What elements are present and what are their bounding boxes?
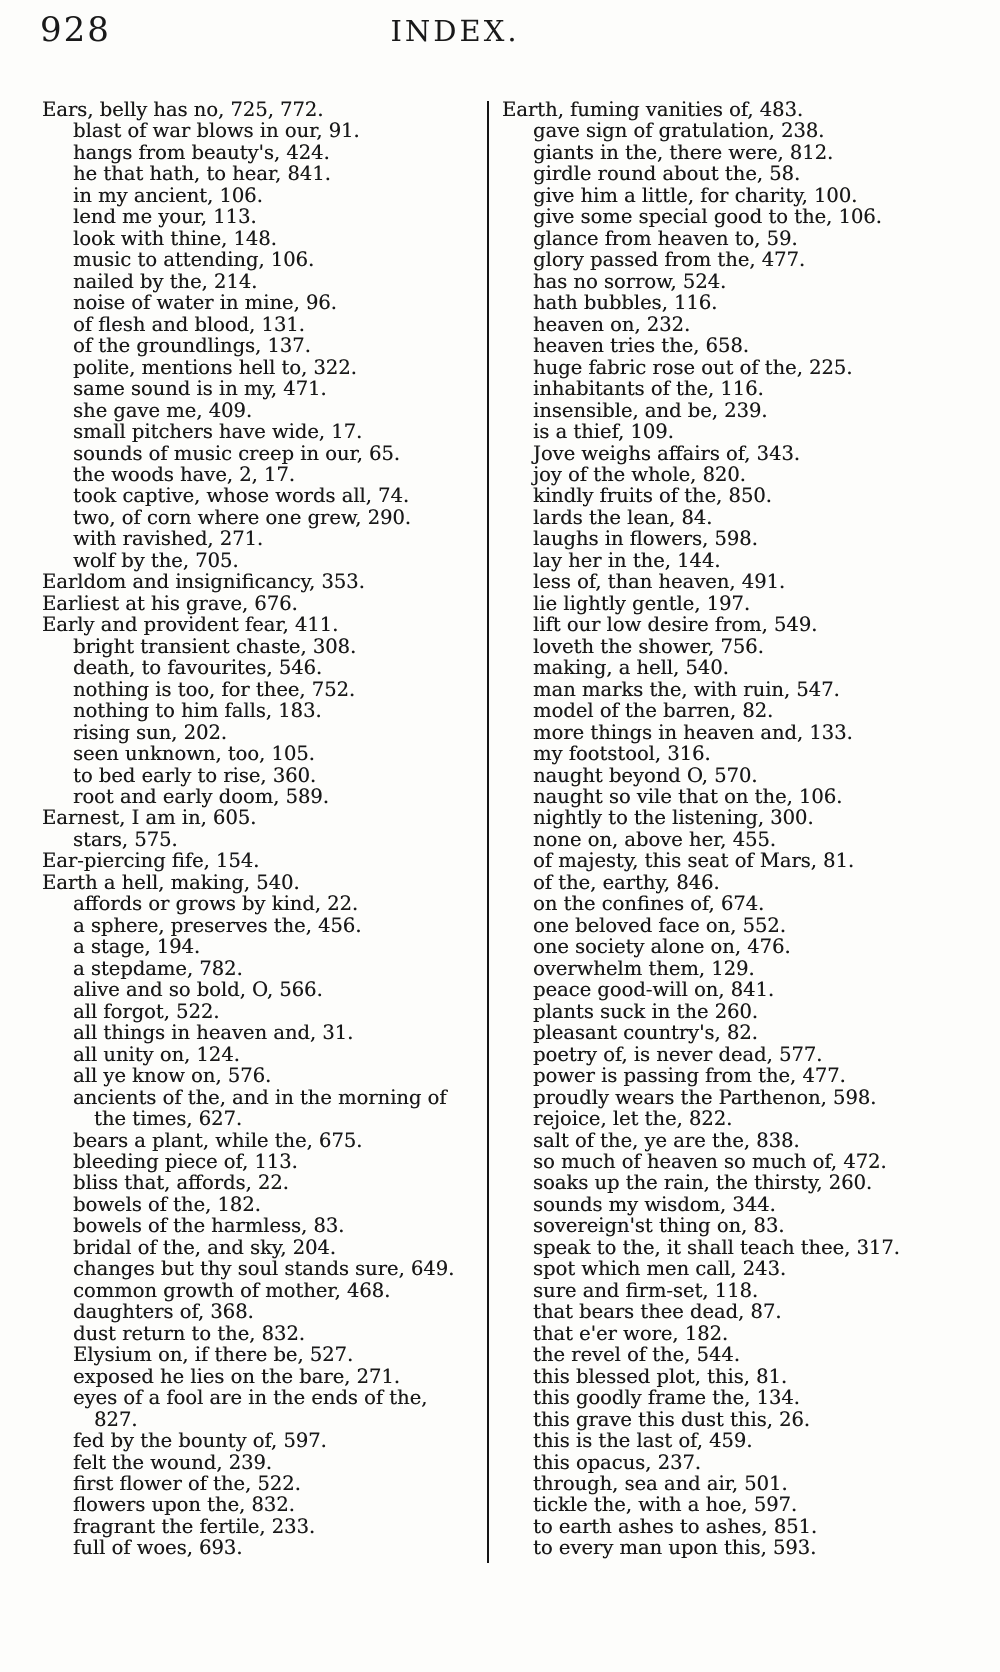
index-entry-line: Earliest at his grave, 676. [42, 591, 298, 615]
index-entry-line: took captive, whose words all, 74. [73, 484, 410, 508]
index-entry-line: sounds of music creep in our, 65. [73, 441, 401, 465]
index-entry-line: huge fabric rose out of the, 225. [533, 355, 853, 379]
index-entry-line: in my ancient, 106. [73, 183, 263, 207]
index-entry-line: sure and firm-set, 118. [533, 1278, 759, 1302]
index-entry-line: rejoice, let the, 822. [533, 1107, 733, 1131]
index-entry-line: sovereign'st thing on, 83. [533, 1214, 785, 1238]
index-entry-line: seen unknown, too, 105. [73, 742, 315, 766]
index-entry-line: salt of the, ye are the, 838. [533, 1128, 800, 1152]
index-entry-line: is a thief, 109. [533, 420, 674, 444]
index-entry-line: this goodly frame the, 134. [533, 1386, 800, 1410]
index-entry-line: give him a little, for charity, 100. [533, 183, 858, 207]
index-entry-line: lards the lean, 84. [533, 505, 713, 529]
index-entry-line: he that hath, to hear, 841. [73, 162, 331, 186]
index-entry-line: peace good-will on, 841. [533, 978, 775, 1002]
index-entry-line: full of woes, 693. [73, 1536, 243, 1560]
index-entry-line: plants suck in the 260. [533, 999, 758, 1023]
index-entry-line: music to attending, 106. [73, 248, 315, 272]
index-entry-line: the times, 627. [94, 1107, 243, 1131]
index-entry-line: death, to favourites, 546. [73, 656, 323, 680]
page-number: 928 [40, 10, 111, 50]
column-divider-rule [487, 101, 489, 1563]
index-entry-line: lend me your, 113. [73, 205, 257, 229]
index-entry-line: all unity on, 124. [73, 1042, 240, 1066]
index-entry-line: heaven tries the, 658. [533, 334, 749, 358]
index-entry-line: lay her in the, 144. [533, 548, 721, 572]
index-entry-line: a stepdame, 782. [73, 956, 243, 980]
index-entry-line: spot which men call, 243. [533, 1257, 787, 1281]
index-entry-line: Early and provident fear, 411. [42, 613, 339, 637]
index-entry-line: this opacus, 237. [533, 1450, 701, 1474]
index-entry-line: fragrant the fertile, 233. [73, 1514, 316, 1538]
index-entry-line: all things in heaven and, 31. [73, 1021, 354, 1045]
index-entry-line: loveth the shower, 756. [533, 634, 764, 658]
index-entry-line: all ye know on, 576. [73, 1064, 272, 1088]
index-entry-line: tickle the, with a hoe, 597. [533, 1493, 798, 1517]
index-entry-line: dust return to the, 832. [73, 1321, 305, 1345]
index-entry-line: stars, 575. [73, 827, 178, 851]
index-entry-line: my footstool, 316. [533, 742, 711, 766]
index-entry-line: glance from heaven to, 59. [533, 226, 798, 250]
index-entry-line: poetry of, is never dead, 577. [533, 1042, 823, 1066]
index-entry-line: nothing to him falls, 183. [73, 699, 322, 723]
index-entry-line: glory passed from the, 477. [533, 248, 806, 272]
index-entry-line: bears a plant, while the, 675. [73, 1128, 363, 1152]
index-entry-line: this is the last of, 459. [533, 1429, 753, 1453]
index-entry-line: gave sign of gratulation, 238. [533, 119, 825, 143]
index-entry-line: less of, than heaven, 491. [533, 570, 786, 594]
index-entry-line: exposed he lies on the bare, 271. [73, 1364, 400, 1388]
index-entry-line: felt the wound, 239. [73, 1450, 273, 1474]
index-entry-line: noise of water in mine, 96. [73, 291, 337, 315]
page-title: INDEX. [390, 14, 520, 48]
index-entry-line: inhabitants of the, 116. [533, 377, 764, 401]
index-entry-line: Ear-piercing fife, 154. [42, 849, 260, 873]
index-entry-line: to every man upon this, 593. [533, 1536, 817, 1560]
index-entry-line: common growth of mother, 468. [73, 1278, 391, 1302]
index-entry-line: hath bubbles, 116. [533, 291, 718, 315]
index-entry-line: the woods have, 2, 17. [73, 462, 295, 486]
index-entry-line: wolf by the, 705. [73, 548, 239, 572]
index-entry-line: pleasant country's, 82. [533, 1021, 758, 1045]
index-entry-line: bridal of the, and sky, 204. [73, 1235, 337, 1259]
index-entry-line: bright transient chaste, 308. [73, 634, 357, 658]
index-entry-line: nightly to the listening, 300. [533, 806, 814, 830]
index-entry-line: all forgot, 522. [73, 999, 220, 1023]
index-entry-line: this blessed plot, this, 81. [533, 1364, 788, 1388]
index-entry-line: Earldom and insignificancy, 353. [42, 570, 365, 594]
index-entry-line: rising sun, 202. [73, 720, 227, 744]
index-entry-line: with ravished, 271. [73, 527, 264, 551]
index-entry-line: making, a hell, 540. [533, 656, 729, 680]
index-entry-line: Earnest, I am in, 605. [42, 806, 257, 830]
index-entry-line: ancients of the, and in the morning of [73, 1085, 447, 1109]
index-entry-line: nothing is too, for thee, 752. [73, 677, 356, 701]
index-entry-line: alive and so bold, O, 566. [73, 978, 323, 1002]
index-entry-line: one beloved face on, 552. [533, 913, 786, 937]
index-entry-line: so much of heaven so much of, 472. [533, 1149, 887, 1173]
index-entry-line: a stage, 194. [73, 935, 201, 959]
index-entry-line: small pitchers have wide, 17. [73, 420, 363, 444]
index-entry-line: daughters of, 368. [73, 1300, 254, 1324]
index-entry-line: lift our low desire from, 549. [533, 613, 818, 637]
index-entry-line: nailed by the, 214. [73, 269, 258, 293]
index-entry-line: man marks the, with ruin, 547. [533, 677, 840, 701]
index-entry-line: first flower of the, 522. [73, 1472, 301, 1495]
index-entry-line: the revel of the, 544. [533, 1343, 740, 1367]
index-entry-line: to bed early to rise, 360. [73, 763, 317, 787]
index-entry-line: bleeding piece of, 113. [73, 1149, 298, 1173]
index-entry-line: look with thine, 148. [73, 226, 277, 250]
index-entry-line: affords or grows by kind, 22. [73, 892, 359, 916]
index-entry-line: on the confines of, 674. [533, 892, 765, 916]
index-column-left [42, 99, 488, 1559]
index-entry-line: lie lightly gentle, 197. [533, 591, 751, 615]
index-entry-line: bowels of the, 182. [73, 1192, 261, 1216]
index-entry-line: proudly wears the Parthenon, 598. [533, 1085, 877, 1109]
index-entry-line: heaven on, 232. [533, 312, 691, 336]
index-entry-line: root and early doom, 589. [73, 785, 329, 808]
index-entry-line: of the groundlings, 137. [73, 334, 311, 358]
index-column-right [502, 99, 972, 1559]
index-entry-line: fed by the bounty of, 597. [73, 1429, 327, 1453]
index-entry-line: that bears thee dead, 87. [533, 1300, 782, 1324]
index-entry-line: to earth ashes to ashes, 851. [533, 1514, 818, 1538]
index-entry-line: Earth, fuming vanities of, 483. [502, 98, 804, 121]
index-entry-line: of the, earthy, 846. [533, 870, 720, 894]
index-entry-line: give some special good to the, 106. [533, 205, 882, 229]
index-entry-line: she gave me, 409. [73, 398, 253, 422]
index-entry-line: giants in the, there were, 812. [533, 140, 834, 164]
index-entry-line: Elysium on, if there be, 527. [73, 1343, 354, 1367]
index-entry-line: through, sea and air, 501. [533, 1472, 788, 1495]
index-entry-line: this grave this dust this, 26. [533, 1407, 810, 1431]
index-entry-line: overwhelm them, 129. [533, 956, 755, 980]
index-entry-line: kindly fruits of the, 850. [533, 484, 772, 508]
index-entry-line: more things in heaven and, 133. [533, 720, 853, 744]
index-entry-line: of flesh and blood, 131. [73, 312, 305, 336]
index-entry-line: naught beyond O, 570. [533, 763, 758, 787]
index-entry-line: polite, mentions hell to, 322. [73, 355, 357, 379]
index-entry-line: eyes of a fool are in the ends of the, [73, 1386, 428, 1410]
index-entry-line: bowels of the harmless, 83. [73, 1214, 345, 1238]
index-entry-line: bliss that, affords, 22. [73, 1171, 289, 1195]
index-entry-line: power is passing from the, 477. [533, 1064, 846, 1088]
index-entry-line: one society alone on, 476. [533, 935, 791, 959]
index-entry-line: girdle round about the, 58. [533, 162, 801, 186]
index-entry-line: same sound is in my, 471. [73, 377, 327, 401]
index-entry-line: none on, above her, 455. [533, 827, 776, 851]
index-entry-line: a sphere, preserves the, 456. [73, 913, 362, 937]
index-entry-line: Earth a hell, making, 540. [42, 870, 300, 894]
index-entry-line: Jove weighs affairs of, 343. [533, 441, 800, 465]
index-entry-line: insensible, and be, 239. [533, 398, 768, 422]
index-entry-line: hangs from beauty's, 424. [73, 140, 330, 164]
index-entry-line: 827. [94, 1407, 138, 1431]
index-entry-line: two, of corn where one grew, 290. [73, 505, 411, 529]
index-entry-line: laughs in flowers, 598. [533, 527, 758, 551]
index-entry-line: Ears, belly has no, 725, 772. [42, 98, 324, 121]
index-entry-line: soaks up the rain, the thirsty, 260. [533, 1171, 873, 1195]
index-entry-line: naught so vile that on the, 106. [533, 785, 843, 808]
index-entry-line: model of the barren, 82. [533, 699, 774, 723]
index-entry-line: blast of war blows in our, 91. [73, 119, 360, 143]
index-entry-line: sounds my wisdom, 344. [533, 1192, 776, 1216]
index-entry-line: of majesty, this seat of Mars, 81. [533, 849, 855, 873]
index-entry-line: speak to the, it shall teach thee, 317. [533, 1235, 900, 1259]
index-entry-line: changes but thy soul stands sure, 649. [73, 1257, 455, 1281]
index-entry-line: has no sorrow, 524. [533, 269, 727, 293]
index-entry-line: joy of the whole, 820. [533, 462, 746, 486]
index-entry-line: flowers upon the, 832. [73, 1493, 295, 1517]
index-entry-line: that e'er wore, 182. [533, 1321, 729, 1345]
